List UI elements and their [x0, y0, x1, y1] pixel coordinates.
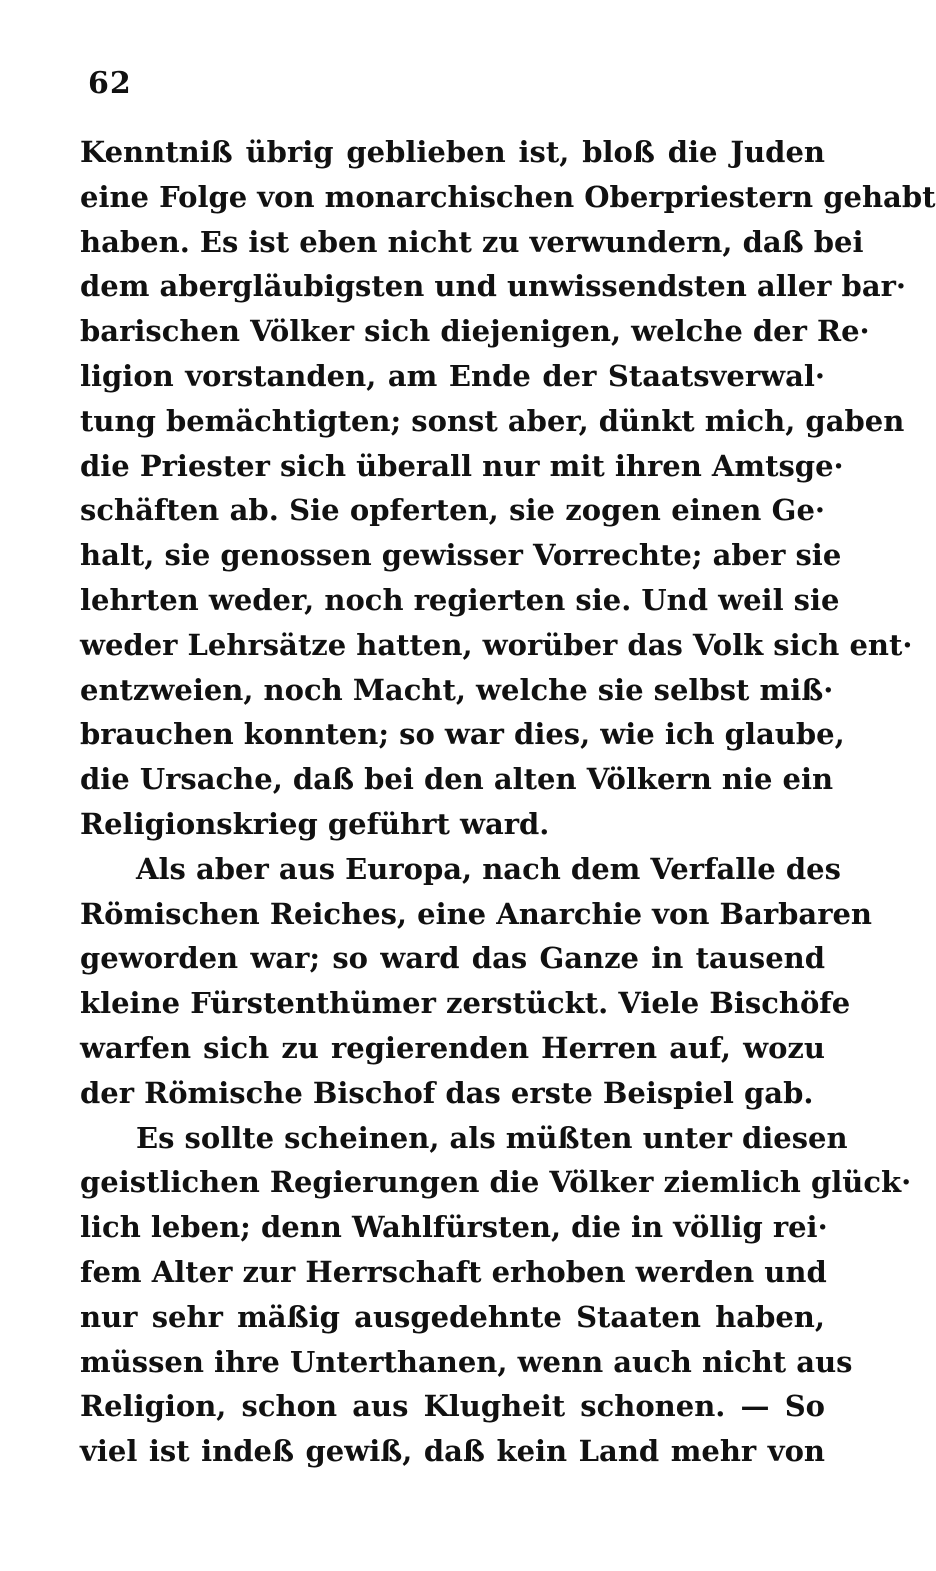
text-line: ligion vorstanden, am Ende der Staatsverwal·: [80, 358, 825, 393]
page-number: 62: [88, 66, 132, 101]
text-line: müssen ihre Unterthanen, wenn auch nicht aus: [80, 1344, 853, 1379]
text-line: lich leben; denn Wahlfürsten, die in völlig rei·: [80, 1210, 828, 1245]
text-line: kleine Fürstenthümer zerstückt. Viele Bischöfe: [80, 986, 851, 1021]
text-line: die Priester sich überall nur mit ihren Amtsge·: [80, 448, 844, 483]
text-line: brauchen konnten; so war dies, wie ich glaube,: [80, 717, 845, 752]
text-line: schäften ab. Sie opferten, sie zogen einen Ge·: [80, 493, 825, 528]
text-line: weder Lehrsätze hatten, worüber das Volk sich ent·: [80, 627, 913, 662]
text-line: die Ursache, daß bei den alten Völkern nie ein: [80, 762, 834, 797]
text-line: warfen sich zu regierenden Herren auf, wozu: [80, 1030, 825, 1065]
text-line: entzweien, noch Macht, welche sie selbst miß·: [80, 672, 834, 707]
text-line: barischen Völker sich diejenigen, welche der Re·: [80, 314, 870, 349]
text-line: Als aber aus Europa, nach dem Verfalle des: [136, 851, 841, 886]
text-line: haben. Es ist eben nicht zu verwundern, daß bei: [80, 224, 864, 259]
text-line: Religion, schon aus Klugheit schonen. — So: [80, 1389, 825, 1424]
text-line: der Römische Bischof das erste Beispiel gab.: [80, 1075, 814, 1110]
text-line: geworden war; so ward das Ganze in tausend: [80, 941, 825, 976]
text-line: lehrten weder, noch regierten sie. Und weil sie: [80, 582, 840, 617]
text-line: Es sollte scheinen, als müßten unter diesen: [136, 1120, 848, 1155]
text-line: Religionskrieg geführt ward.: [80, 806, 550, 841]
text-line: halt, sie genossen gewisser Vorrechte; aber sie: [80, 538, 842, 573]
text-line: Römischen Reiches, eine Anarchie von Barbaren: [80, 896, 873, 931]
text-line: geistlichen Regierungen die Völker ziemlich glück·: [80, 1165, 912, 1200]
text-line: dem abergläubigsten und unwissendsten aller bar·: [80, 269, 907, 304]
text-line: fem Alter zur Herrschaft erhoben werden und: [80, 1254, 827, 1289]
text-line: nur sehr mäßig ausgedehnte Staaten haben,: [80, 1299, 825, 1334]
body-text: [80, 130, 936, 1474]
text-line: viel ist indeß gewiß, daß kein Land mehr von: [80, 1434, 825, 1469]
text-line: Kenntniß übrig geblieben ist, bloß die Juden: [80, 135, 825, 169]
text-line: tung bemächtigten; sonst aber, dünkt mich, gaben: [80, 403, 905, 438]
text-line: eine Folge von monarchischen Oberpriestern gehabt: [80, 179, 936, 214]
